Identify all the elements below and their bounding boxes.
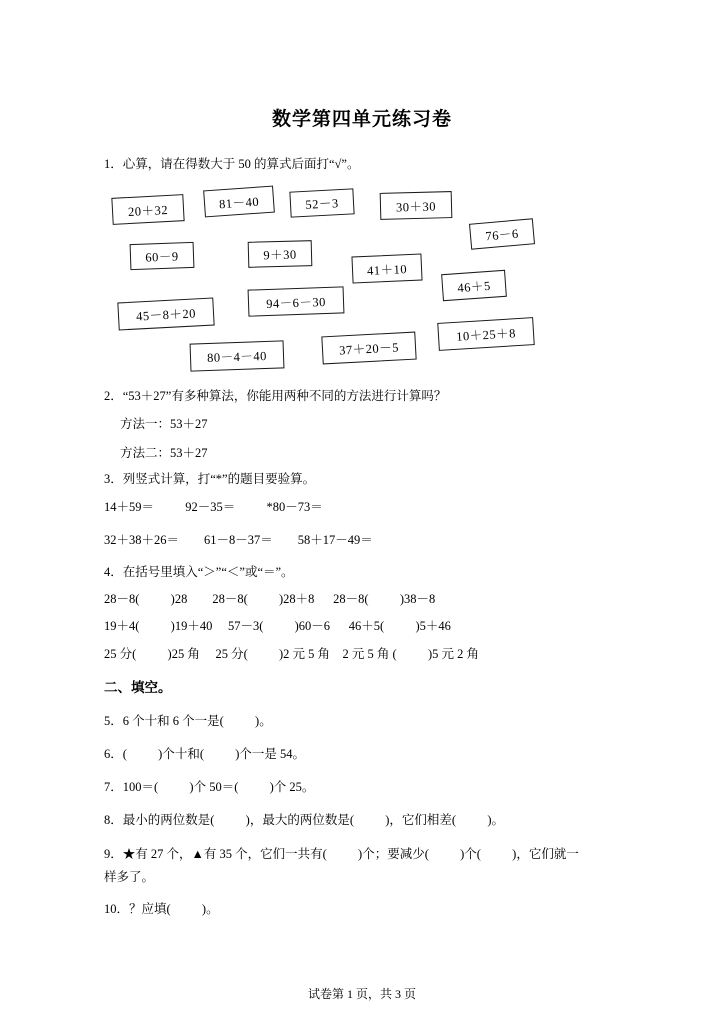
- question-5-text: 5．6 个十和 6 个一是( )。: [104, 714, 272, 728]
- calc-box[interactable]: 81－40: [203, 186, 275, 218]
- calc-box[interactable]: 45－8＋20: [117, 298, 214, 331]
- calc-box[interactable]: 60－9: [130, 242, 195, 270]
- page-footer: 试卷第 1 页，共 3 页: [307, 987, 416, 1001]
- calc-box[interactable]: 80－4－40: [190, 340, 285, 371]
- question-1-text: 1．心算，请在得数大于 50 的算式后面打“√”。: [104, 157, 360, 171]
- question-8-text: 8．最小的两位数是( )，最大的两位数是( )，它们相差( )。: [104, 813, 504, 827]
- question-10-text: 10．？应填( )。: [104, 902, 219, 916]
- question-2-method-1: 方法一：53＋27: [120, 417, 208, 431]
- section-heading-fill-blanks: 二、填空。: [104, 680, 172, 695]
- calc-box[interactable]: 9＋30: [248, 240, 313, 268]
- question-3-row-1: 14＋59＝ 92－35＝ *80－73＝: [104, 500, 323, 514]
- question-7-text: 7．100＝( )个 50＝( )个 25。: [104, 780, 315, 794]
- question-4-row-3: 25 分( )25 角 25 分( )2 元 5 角 2 元 5 角 ( )5 元 2 角: [104, 647, 479, 661]
- calc-box[interactable]: 37＋20－5: [321, 332, 416, 365]
- question-3-text: 3．列竖式计算，打“*”的题目要验算。: [104, 472, 316, 486]
- calc-box[interactable]: 76－6: [469, 218, 535, 249]
- question-2-text: 2．“53＋27”有多种算法，你能用两种不同的方法进行计算吗？: [104, 389, 447, 403]
- calc-box[interactable]: 30＋30: [380, 191, 453, 220]
- question-6-text: 6．( )个十和( )个一是 54。: [104, 747, 306, 761]
- question-2-method-2: 方法二：53＋27: [120, 446, 208, 460]
- question-4-row-1: 28－8( )28 28－8( )28＋8 28－8( )38－8: [104, 592, 436, 606]
- calc-box[interactable]: 41＋10: [351, 253, 422, 283]
- calc-box[interactable]: 94－6－30: [248, 286, 345, 316]
- page-title: 数学第四单元练习卷: [271, 109, 452, 130]
- question-4-row-2: 19＋4( )19＋40 57－3( )60－6 46＋5( )5＋46: [104, 619, 451, 633]
- calc-box[interactable]: 10＋25＋8: [437, 317, 535, 351]
- question-9-line-1: 9．★有 27 个，▲有 35 个，它们一共有( )个；要减少( )个( )，它们就一: [104, 847, 579, 861]
- calc-box[interactable]: 20＋32: [111, 194, 184, 225]
- question-3-row-2: 32＋38＋26＝ 61－8－37＝ 58＋17－49＝: [104, 533, 373, 547]
- calc-box[interactable]: 46＋5: [441, 270, 507, 301]
- question-4-text: 4．在括号里填入“＞”“＜”或“＝”。: [104, 565, 294, 579]
- question-9-line-2: 样多了。: [104, 870, 155, 884]
- calc-box[interactable]: 52－3: [289, 188, 354, 217]
